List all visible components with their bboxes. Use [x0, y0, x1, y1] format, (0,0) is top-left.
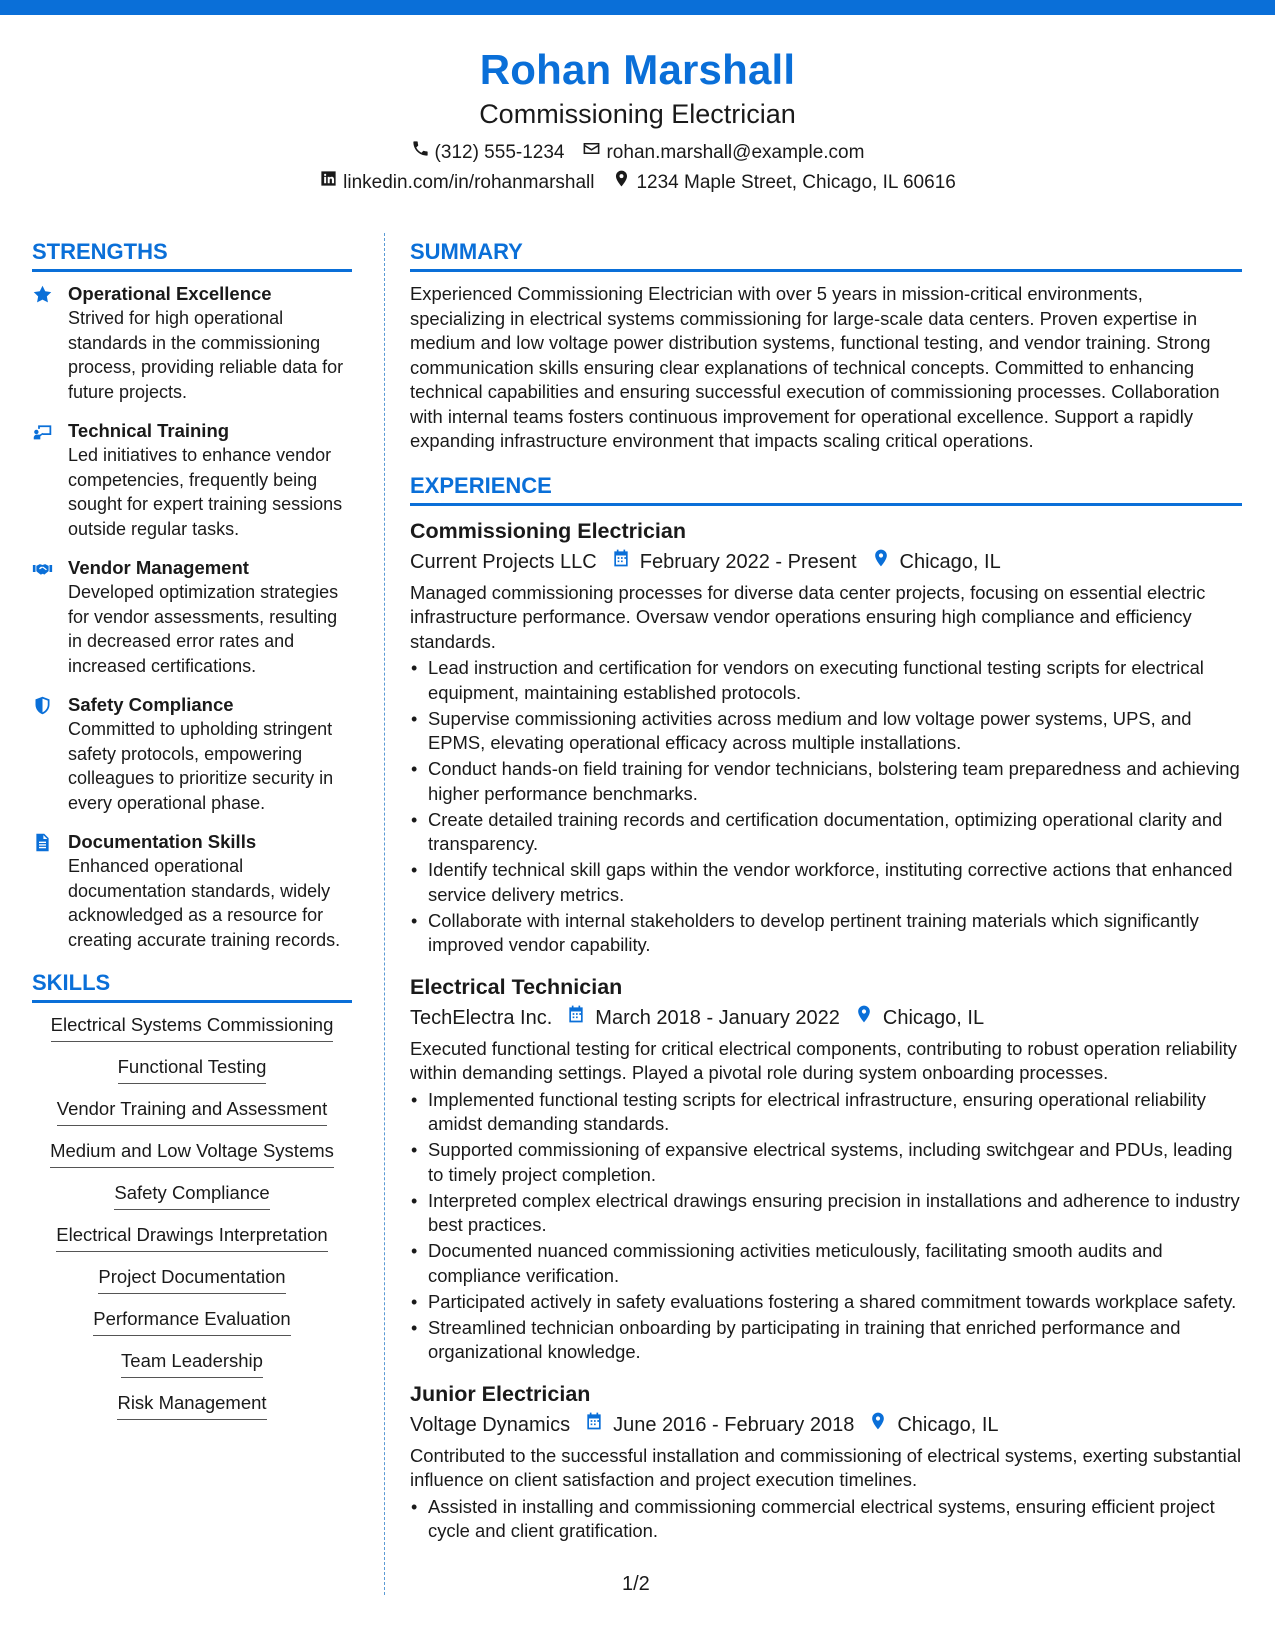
list-item: • Create detailed training records and certification documentation, optimizing operational clarity and transparency.	[410, 808, 1242, 857]
phone-item	[411, 138, 565, 168]
linkedin-item	[319, 168, 594, 198]
shield-icon	[32, 693, 54, 815]
job-title: Commissioning Electrician	[410, 518, 686, 543]
job-title: Electrical Technician	[410, 974, 623, 999]
map-pin-icon	[871, 546, 900, 578]
job-dates: March 2018 - January 2022	[595, 1006, 840, 1029]
strength-item	[32, 282, 352, 404]
job-company: Current Projects LLC	[410, 550, 597, 573]
calendar-icon	[584, 1409, 613, 1441]
address-text: 1234 Maple Street, Chicago, IL 60616	[636, 172, 956, 193]
list-item: • Interpreted complex electrical drawings ensuring precision in installations and adherence to industry best practices.	[410, 1189, 1242, 1238]
skill-item: Functional Testing	[32, 1055, 352, 1084]
left-column	[32, 236, 352, 1433]
skill-item: Team Leadership	[32, 1349, 352, 1378]
job-location: Chicago, IL	[899, 550, 1001, 573]
list-item: • Supervise commissioning activities across medium and low voltage power systems, UPS, and EPMS, elevating operational efficacy across multiple installations.	[410, 707, 1242, 756]
job-meta	[410, 546, 1242, 578]
job-dates: February 2022 - Present	[639, 550, 857, 573]
skill-item: Safety Compliance	[32, 1181, 352, 1210]
skills-list	[32, 1013, 352, 1420]
page-number: 1/2	[622, 1573, 650, 1595]
job-entry	[410, 1379, 1242, 1544]
job-bullets	[410, 1495, 1242, 1544]
job-description: Contributed to the successful installation and commissioning of electrical systems, exerting substantial influence on client satisfaction and project execution timelines.	[410, 1444, 1242, 1490]
strength-title: Operational Excellence	[68, 283, 272, 304]
strength-item	[32, 693, 352, 815]
top-accent-bar	[0, 0, 1275, 15]
job-description: Executed functional testing for critical electrical components, contributing to robust operation reliability within demanding settings. Played a pivotal role during system onboarding processes.	[410, 1037, 1237, 1083]
handshake-icon	[32, 556, 54, 678]
phone-text[interactable]: (312) 555-1234	[434, 142, 565, 163]
list-item: • Lead instruction and certification for vendors on executing functional testing scripts for electrical equipment, maintaining established protocols.	[410, 656, 1242, 705]
job-meta	[410, 1409, 1242, 1441]
strength-desc: Enhanced operational documentation standards, widely acknowledged as a resource for creating accurate training records.	[68, 856, 341, 950]
strength-title: Safety Compliance	[68, 694, 234, 715]
map-pin-icon	[854, 1002, 883, 1034]
envelope-icon	[582, 138, 601, 168]
list-item: • Supported commissioning of expansive electrical systems, including switchgear and PDUs, leading to timely project completion.	[410, 1138, 1242, 1187]
list-item: • Conduct hands-on field training for vendor technicians, bolstering team preparedness and achieving higher performance benchmarks.	[410, 757, 1242, 806]
job-bullets	[410, 1088, 1242, 1365]
contact-row-1	[0, 138, 1275, 168]
document-icon	[32, 830, 54, 952]
experience-heading: EXPERIENCE	[410, 470, 1242, 506]
right-column	[410, 236, 1242, 1558]
map-pin-icon	[868, 1409, 897, 1441]
job-bullets	[410, 656, 1242, 958]
list-item: • Collaborate with internal stakeholders to develop pertinent training materials which significantly improved vendor capability.	[410, 909, 1242, 958]
job-entry	[410, 516, 1242, 958]
job-entry	[410, 972, 1242, 1365]
list-item: • Streamlined technician onboarding by participating in training that enriched performance and organizational knowledge.	[410, 1316, 1242, 1365]
linkedin-icon	[319, 168, 338, 198]
strength-desc: Committed to upholding stringent safety protocols, empowering colleagues to prioritize security in every operational phase.	[68, 719, 334, 813]
strength-desc: Strived for high operational standards in the commissioning process, providing reliable data for future projects.	[68, 308, 344, 402]
list-item: • Participated actively in safety evaluations fostering a shared commitment towards workplace safety.	[410, 1290, 1242, 1315]
summary-text: Experienced Commissioning Electrician with over 5 years in mission-critical environments, specializing in electrical systems commissioning for large-scale data centers. Proven expertise in medium and low voltage power distribution systems, functional testing, and vendor training. Strong communication skills ensuring clear explanations of technical concepts. Committed to enhancing technical capabilities and ensuring successful execution of commissioning processes. Collaboration with internal teams fosters continuous improvement for operational excellence. Support a rapidly expanding infrastructure environment that impacts scaling critical operations.	[410, 283, 1220, 451]
strength-title: Vendor Management	[68, 557, 249, 578]
address-item	[612, 168, 955, 198]
job-company: TechElectra Inc.	[410, 1006, 553, 1029]
list-item: • Documented nuanced commissioning activities meticulously, facilitating smooth audits and compliance verification.	[410, 1239, 1242, 1288]
skill-item: Project Documentation	[32, 1265, 352, 1294]
job-location: Chicago, IL	[882, 1006, 985, 1029]
map-pin-icon	[612, 168, 631, 198]
skill-item: Vendor Training and Assessment	[32, 1097, 352, 1126]
skills-heading: SKILLS	[32, 967, 352, 1003]
skill-item: Performance Evaluation	[32, 1307, 352, 1336]
star-icon	[32, 282, 54, 404]
candidate-name: Rohan Marshall	[479, 46, 796, 93]
skill-item: Risk Management	[32, 1391, 352, 1420]
email-text[interactable]: rohan.marshall@example.com	[606, 142, 865, 163]
resume-header	[0, 44, 1275, 198]
job-title: Junior Electrician	[410, 1381, 591, 1406]
list-item: • Identify technical skill gaps within the vendor workforce, instituting corrective actions that enhanced service delivery metrics.	[410, 858, 1242, 907]
calendar-icon	[566, 1002, 595, 1034]
email-item	[582, 138, 864, 168]
strength-desc: Led initiatives to enhance vendor competencies, frequently being sought for expert training sessions outside regular tasks.	[68, 445, 343, 539]
candidate-title: Commissioning Electrician	[479, 99, 796, 129]
strengths-heading: STRENGTHS	[32, 236, 352, 272]
skill-item: Electrical Drawings Interpretation	[32, 1223, 352, 1252]
job-location: Chicago, IL	[897, 1413, 999, 1436]
strength-desc: Developed optimization strategies for vendor assessments, resulting in decreased error rates and increased certifications.	[68, 582, 339, 676]
job-company: Voltage Dynamics	[410, 1413, 571, 1436]
calendar-icon	[611, 546, 640, 578]
strength-item	[32, 556, 352, 678]
linkedin-text[interactable]: linkedin.com/in/rohanmarshall	[343, 172, 595, 193]
skill-item: Electrical Systems Commissioning	[32, 1013, 352, 1042]
presentation-icon	[32, 419, 54, 541]
list-item: • Assisted in installing and commissioning commercial electrical systems, ensuring efficient project cycle and client gratification.	[410, 1495, 1242, 1544]
summary-heading: SUMMARY	[410, 236, 1242, 272]
strength-item	[32, 419, 352, 541]
skill-item: Medium and Low Voltage Systems	[32, 1139, 352, 1168]
contact-row-2	[0, 168, 1275, 198]
strength-title: Documentation Skills	[68, 831, 257, 852]
job-dates: June 2016 - February 2018	[613, 1413, 855, 1436]
phone-icon	[411, 138, 430, 168]
strength-title: Technical Training	[68, 420, 230, 441]
job-description: Managed commissioning processes for diverse data center projects, focusing on essential electric infrastructure performance. Oversaw vendor operations ensuring high compliance and efficiency standards.	[410, 581, 1206, 652]
job-meta	[410, 1002, 1242, 1034]
list-item: • Implemented functional testing scripts for electrical infrastructure, ensuring operational reliability amidst demanding standards.	[410, 1088, 1242, 1137]
strength-item	[32, 830, 352, 952]
column-divider	[384, 233, 385, 1595]
